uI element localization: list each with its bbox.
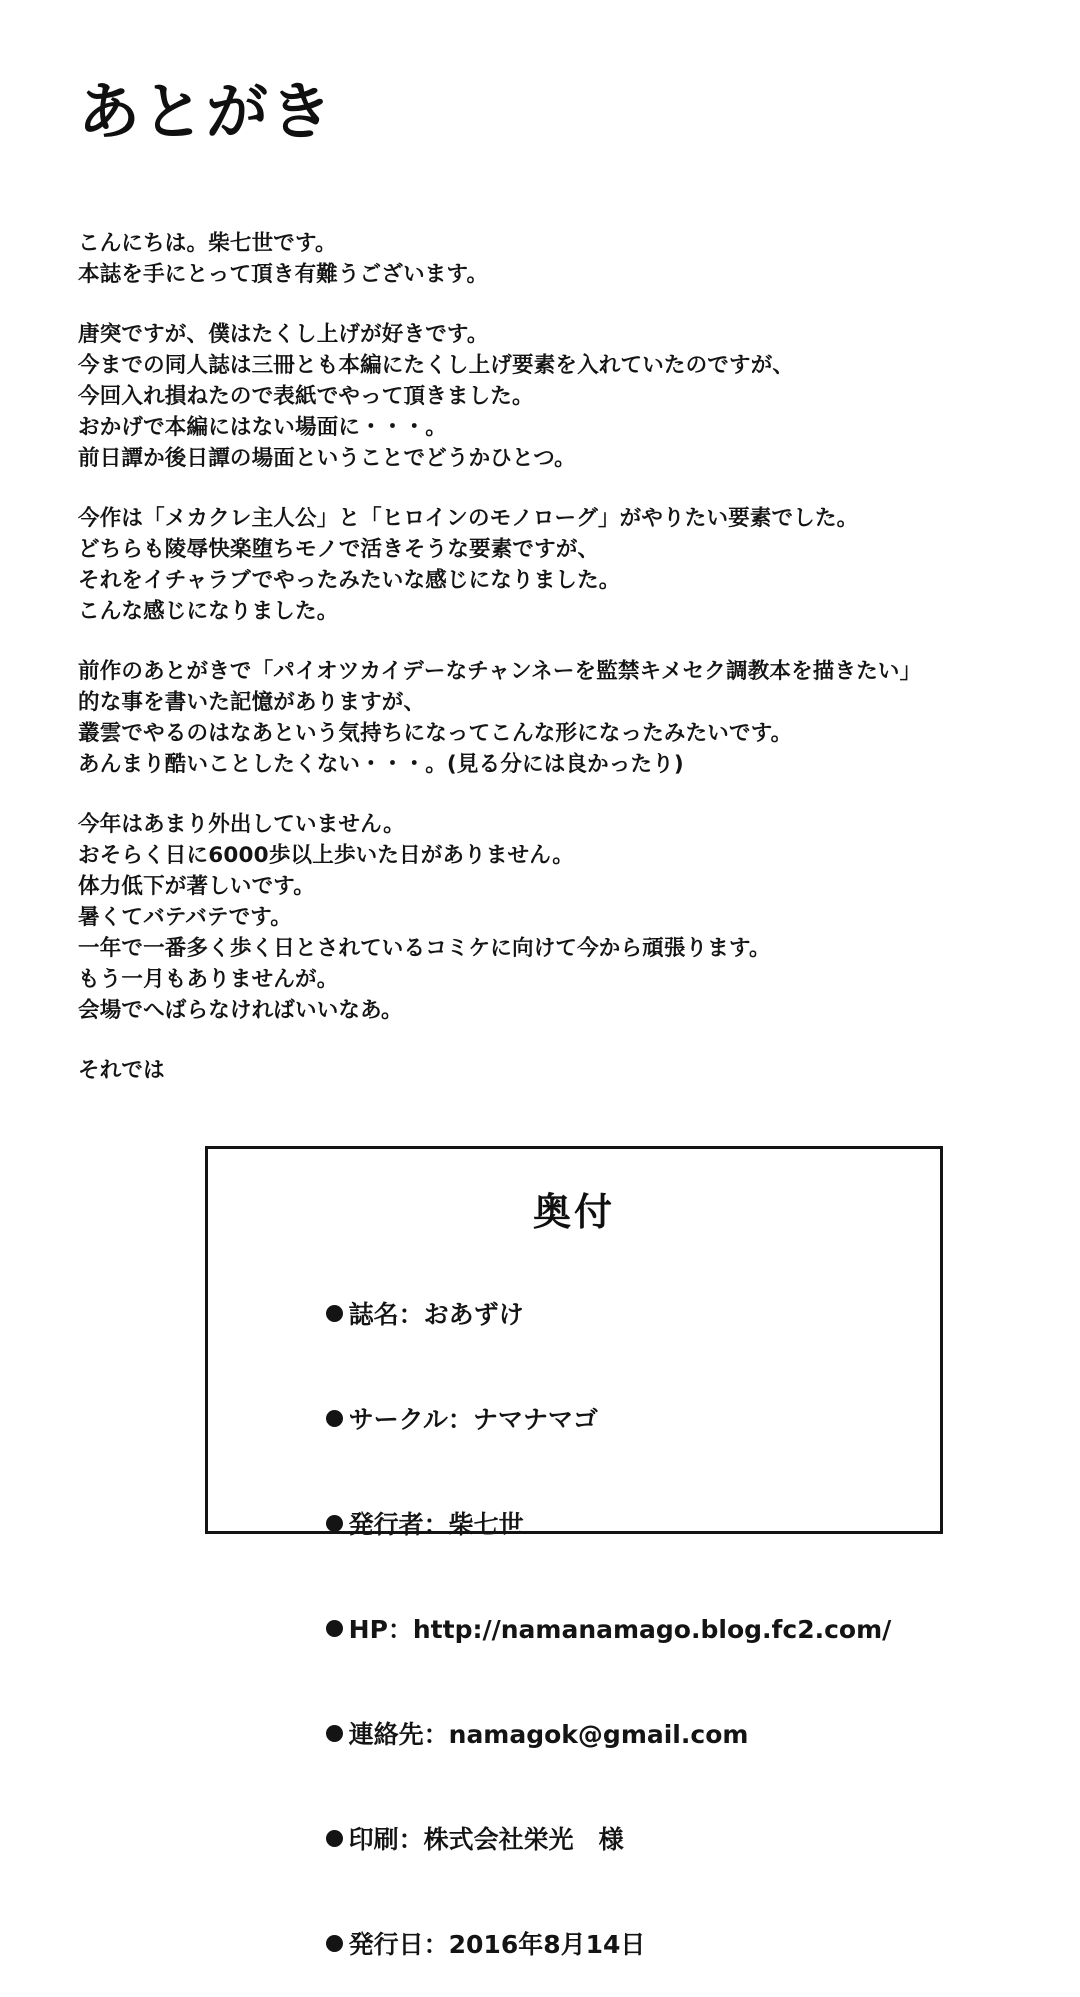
text-line: 今までの同人誌は三冊とも本編にたくし上げ要素を入れていたのですが、 xyxy=(78,353,795,378)
bullet-icon xyxy=(326,1725,343,1742)
list-item-homepage xyxy=(256,1577,940,1682)
colophon-item-text: 誌名：おあずけ xyxy=(348,1300,524,1329)
list-item xyxy=(256,1367,940,1472)
text-line: 本誌を手にとって頂き有難うございます。 xyxy=(78,262,489,287)
paragraph xyxy=(78,503,1038,627)
text-line: 今年はあまり外出していません。 xyxy=(78,812,405,837)
list-item xyxy=(256,1787,940,1892)
list-item xyxy=(256,1472,940,1577)
list-item xyxy=(256,1262,940,1367)
bullet-icon xyxy=(326,1620,343,1637)
bullet-icon xyxy=(326,1410,343,1427)
bullet-icon xyxy=(326,1830,343,1847)
list-item-date xyxy=(256,1892,940,1997)
list-item-contact xyxy=(256,1682,940,1787)
text-line: 唐突ですが、僕はたくし上げが好きです。 xyxy=(78,322,489,347)
text-line: こんにちは。柴七世です。 xyxy=(78,231,337,256)
text-line: 一年で一番多く歩く日とされているコミケに向けて今から頑張ります。 xyxy=(78,936,771,961)
paragraph xyxy=(78,809,1038,1026)
text-line: 前作のあとがきで「パイオツカイデーなチャンネーを監禁キメセク調教本を描きたい」 xyxy=(78,659,922,684)
text-line: こんな感じになりました。 xyxy=(78,599,339,624)
text-line: 会場でへばらなければいいなあ。 xyxy=(78,998,403,1023)
afterword-body xyxy=(78,228,1038,1086)
bullet-icon xyxy=(326,1515,343,1532)
text-line: 叢雲でやるのはなあという気持ちになってこんな形になったみたいです。 xyxy=(78,721,793,746)
text-line: 今回入れ損ねたので表紙でやって頂きました。 xyxy=(78,384,534,409)
text-line: 的な事を書いた記憶がありますが、 xyxy=(78,690,426,715)
colophon-item-text: 印刷：株式会社栄光 様 xyxy=(348,1825,624,1854)
paragraph xyxy=(78,319,1038,474)
colophon-list xyxy=(208,1262,940,1997)
text-line: もう一月もありませんが。 xyxy=(78,967,339,992)
paragraph xyxy=(78,228,1038,290)
paragraph xyxy=(78,1055,1038,1086)
text-line: どちらも陵辱快楽堕ちモノで活きそうな要素ですが、 xyxy=(78,537,600,562)
text-line: おかげで本編にはない場面に・・・。 xyxy=(78,415,447,440)
colophon-box xyxy=(205,1146,943,1959)
paragraph xyxy=(78,656,1038,780)
bullet-icon xyxy=(326,1305,343,1322)
colophon-item-text: 発行日：2016年8月14日 xyxy=(348,1930,646,1959)
text-line: それでは xyxy=(78,1058,165,1083)
text-line: 暑くてバテバテです。 xyxy=(78,905,292,930)
colophon-item-text: HP：http://namanamago.blog.fc2.com/ xyxy=(348,1615,892,1644)
colophon-item-text: 発行者：柴七世 xyxy=(348,1510,524,1539)
colophon-item-text: サークル：ナマナマゴ xyxy=(348,1405,598,1434)
text-line: それをイチャラブでやったみたいな感じになりました。 xyxy=(78,568,621,593)
text-line: 今作は「メカクレ主人公」と「ヒロインのモノローグ」がやりたい要素でした。 xyxy=(78,506,859,531)
colophon-item-text: 連絡先：namagok@gmail.com xyxy=(348,1720,749,1749)
colophon-title: 奥付 xyxy=(532,1190,615,1234)
page-title: あとがき xyxy=(78,75,335,148)
text-line: おそらく日に6000歩以上歩いた日がありません。 xyxy=(78,843,574,868)
text-line: あんまり酷いことしたくない・・・。(見る分には良かったり) xyxy=(78,752,684,777)
text-line: 前日譚か後日譚の場面ということでどうかひとつ。 xyxy=(78,446,576,471)
bullet-icon xyxy=(326,1935,343,1952)
text-line: 体力低下が著しいです。 xyxy=(78,874,315,899)
